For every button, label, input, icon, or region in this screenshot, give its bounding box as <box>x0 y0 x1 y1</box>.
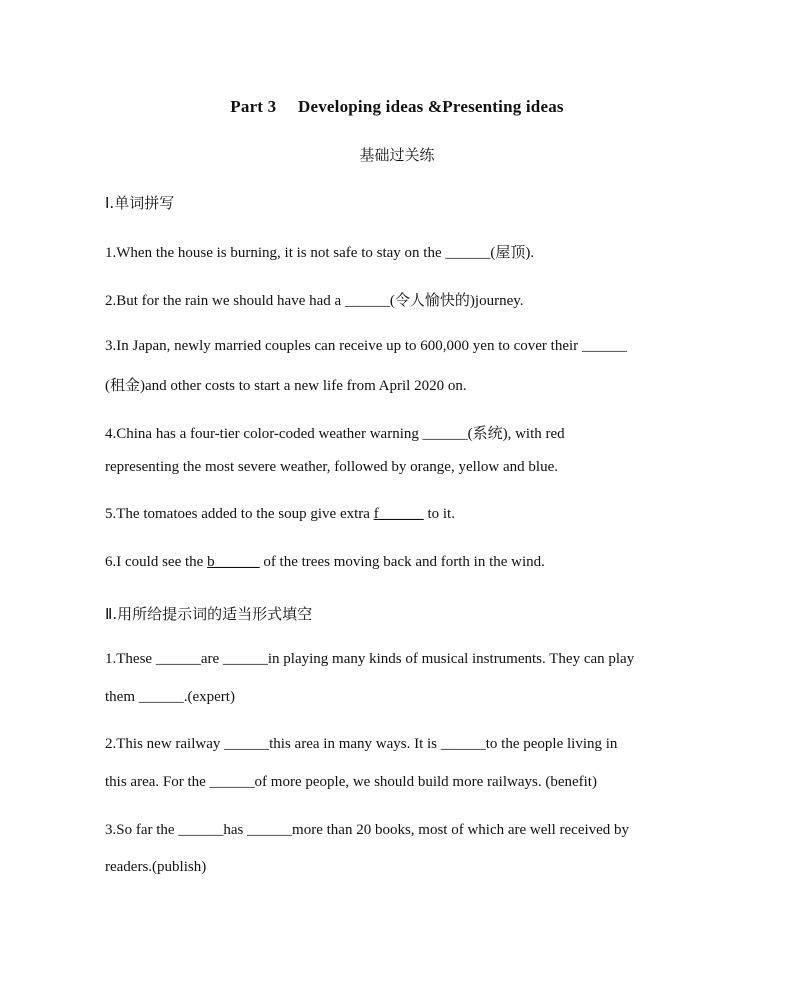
s1-question-6 <box>105 554 545 571</box>
s2-question-1-line-2: them ______.(expert) <box>105 689 235 705</box>
s1-question-2: 2.But for the rain we should have had a ______(令人愉快的)journey. <box>105 293 524 309</box>
s2-question-1-line-1: 1.These ______are ______in playing many kinds of musical instruments. They can play <box>105 651 635 667</box>
s1-question-1: 1.When the house is burning, it is not safe to stay on the ______(屋顶). <box>105 245 535 261</box>
s1-q5-hint: f______ <box>373 506 424 522</box>
s1-question-5 <box>105 506 455 523</box>
s1-q5-prefix: 5.The tomatoes added to the soup give extra <box>105 506 374 522</box>
page-title: Part 3 Developing ideas &Presenting ideas <box>230 97 564 116</box>
s1-question-3-line-1: 3.In Japan, newly married couples can receive up to 600,000 yen to cover their ______ <box>105 338 627 354</box>
s1-q6-prefix: 6.I could see the <box>105 554 208 570</box>
page-subtitle: 基础过关练 <box>359 146 435 164</box>
section2-heading: Ⅱ.用所给提示词的适当形式填空 <box>105 605 313 623</box>
s2-question-2-line-1: 2.This new railway ______this area in many ways. It is ______to the people living in <box>105 736 618 752</box>
s1-q5-suffix: to it. <box>423 506 455 522</box>
section1-heading: Ⅰ.单词拼写 <box>105 194 175 212</box>
s2-question-2-line-2: this area. For the ______of more people, we should build more railways. (benefit) <box>105 774 597 790</box>
s1-question-4-line-2: representing the most severe weather, followed by orange, yellow and blue. <box>105 459 558 475</box>
s1-q6-hint: b______ <box>207 554 260 570</box>
s2-question-3-line-2: readers.(publish) <box>105 859 207 875</box>
s1-question-4-line-1: 4.China has a four-tier color-coded weather warning ______(系统), with red <box>105 426 565 442</box>
s1-question-3-line-2: (租金)and other costs to start a new life from April 2020 on. <box>105 378 467 394</box>
s2-question-3-line-1: 3.So far the ______has ______more than 20 books, most of which are well received by <box>105 822 630 838</box>
s1-q6-suffix: of the trees moving back and forth in the wind. <box>259 554 545 570</box>
